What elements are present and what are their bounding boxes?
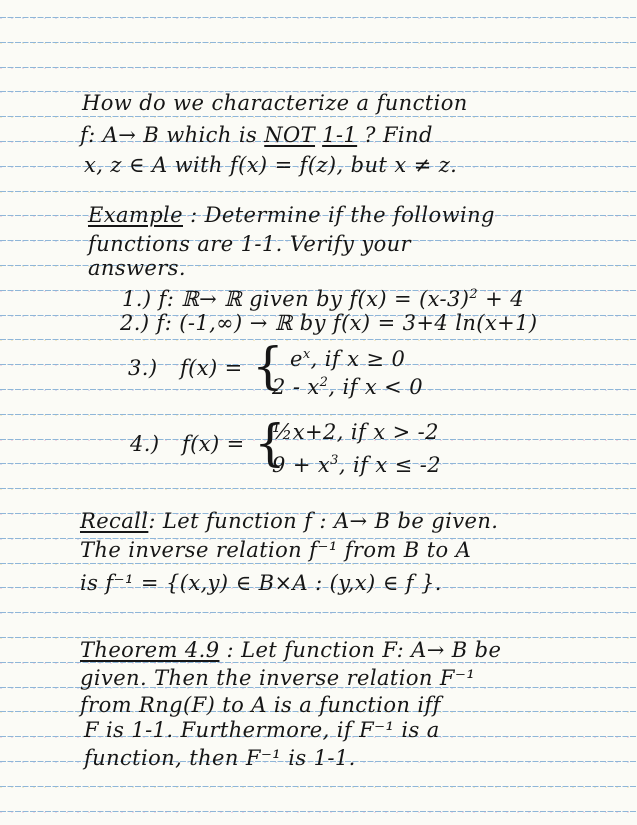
item-3-case-1-exponent: x xyxy=(302,347,311,362)
example-item-2 xyxy=(120,311,537,335)
item-3-case-2-exponent: 2 xyxy=(319,375,329,390)
theorem-heading: Theorem 4.9 xyxy=(80,638,220,662)
item-4-number: 4.) xyxy=(130,432,160,456)
intro-one-one-underlined: 1-1 xyxy=(322,123,358,147)
item-4-case-2-condition: , if x ≤ -2 xyxy=(338,453,441,477)
recall-heading: Recall xyxy=(80,509,149,533)
item-4-case-2-expr: 9 + x xyxy=(272,453,331,477)
example-heading: Example xyxy=(88,203,183,227)
theorem-line-4: F is 1-1. Furthermore, if F⁻¹ is a xyxy=(84,718,440,742)
item-3-case-2-condition: , if x < 0 xyxy=(328,375,423,399)
recall-line-2: The inverse relation f⁻¹ from B to A xyxy=(80,538,472,562)
recall-heading-line xyxy=(80,509,498,533)
item-1-text-after: + 4 xyxy=(478,287,524,311)
item-2-number: 2.) xyxy=(120,311,150,335)
theorem-line-3: from Rng(F) to A is a function iff xyxy=(80,693,441,717)
example-heading-rest: : Determine if the following xyxy=(183,203,495,227)
item-4-lhs: f(x) = xyxy=(182,432,245,456)
intro-line-2 xyxy=(80,123,433,147)
theorem-heading-line xyxy=(80,638,501,662)
item-3-case-1 xyxy=(290,343,405,371)
intro-line-2-suffix: ? Find xyxy=(357,123,433,147)
intro-line-3: x, z ∈ A with f(x) = f(z), but x ≠ z. xyxy=(84,153,458,177)
item-3-left-brace: { xyxy=(252,337,284,395)
item-3-case-2-expr: 2 - x xyxy=(272,375,320,399)
theorem-line-2: given. Then the inverse relation F⁻¹ xyxy=(80,666,476,690)
item-2-text: f: (-1,∞) → ℝ by f(x) = 3+4 ln(x+1) xyxy=(156,311,538,335)
intro-not-underlined: NOT xyxy=(264,123,316,147)
intro-line-1: How do we characterize a function xyxy=(82,91,468,115)
item-1-exponent: 2 xyxy=(469,287,479,302)
item-4-case-1-condition: , if x > -2 xyxy=(336,420,439,444)
example-line-3: answers. xyxy=(88,256,186,280)
example-line-2: functions are 1-1. Verify your xyxy=(88,232,411,256)
item-4-left-brace: { xyxy=(254,414,286,472)
item-3-case-1-condition: , if x ≥ 0 xyxy=(310,347,406,371)
recall-line-3: is f⁻¹ = {(x,y) ∈ B×A : (y,x) ∈ f }. xyxy=(80,571,442,595)
theorem-heading-rest: : Let function F: A→ B be xyxy=(219,638,502,662)
item-1-number: 1.) xyxy=(122,287,152,311)
item-4-case-2 xyxy=(272,449,441,477)
item-4-case-2-exponent: 3 xyxy=(330,453,339,468)
recall-heading-rest: : Let function f : A→ B be given. xyxy=(148,509,499,533)
item-4-case-1 xyxy=(272,420,439,444)
item-3-number: 3.) xyxy=(128,356,158,380)
example-heading-line xyxy=(88,203,495,227)
item-3-case-1-expr: e xyxy=(290,347,303,371)
theorem-line-5: function, then F⁻¹ is 1-1. xyxy=(84,746,356,770)
item-3-lhs: f(x) = xyxy=(180,356,243,380)
item-4-case-1-expr: ½x+2 xyxy=(272,420,337,444)
intro-line-2-prefix: f: A→ B which is xyxy=(80,123,265,147)
example-item-1 xyxy=(122,283,524,311)
item-3-case-2 xyxy=(272,371,423,399)
item-1-text-before: f: ℝ→ ℝ given by f(x) = (x-3) xyxy=(158,287,470,311)
